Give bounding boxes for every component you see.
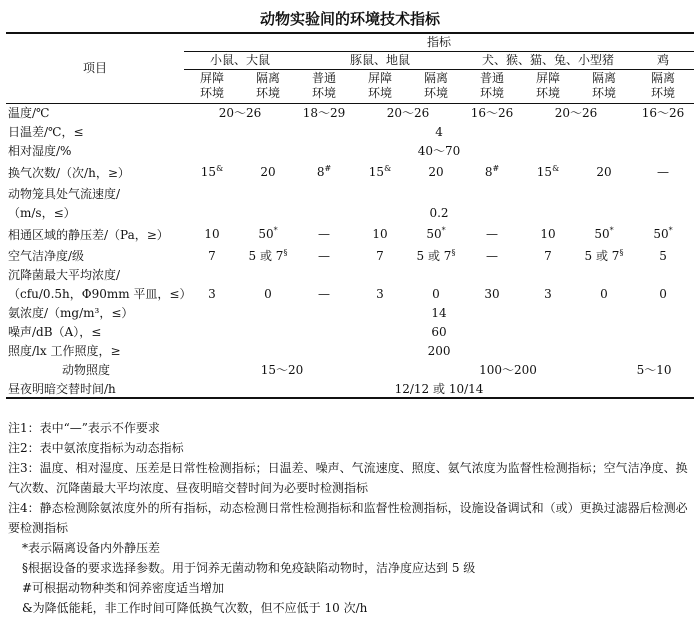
- cell: 10: [372, 227, 388, 241]
- table-title: 动物实验间的环境技术指标: [259, 10, 440, 28]
- row-label: （cfu/0.5h，Φ90mm 平皿，≤）: [8, 287, 192, 301]
- sub-header: 屏障 环境: [352, 69, 408, 103]
- cell: 4: [435, 124, 443, 139]
- row-label: 沉降菌最大平均浓度/: [8, 268, 121, 282]
- cell: 8#: [316, 164, 332, 179]
- cell: 0: [264, 286, 272, 301]
- cell: 50*: [426, 226, 446, 241]
- sub-header: 普通 环境: [464, 69, 520, 103]
- cell: 15&: [200, 164, 224, 179]
- table-row: [6, 360, 694, 379]
- table-row: [6, 265, 694, 284]
- cell: 15&: [536, 164, 560, 179]
- cell: 100～200: [479, 363, 537, 377]
- table-row: [6, 184, 694, 203]
- table-row: [6, 222, 694, 246]
- cell: 5 或 7§: [248, 248, 288, 263]
- table-row: [6, 341, 694, 360]
- cell: 20～26: [218, 106, 262, 121]
- cell: 15&: [368, 164, 392, 179]
- cell: 0: [659, 286, 667, 301]
- table-row: [6, 103, 694, 122]
- cell: —: [657, 165, 670, 179]
- cell: 18～29: [302, 106, 346, 121]
- cell: 0.2: [429, 205, 449, 220]
- row-label: 动物照度: [62, 363, 111, 377]
- row-label: 噪声/dB（A），≤: [8, 325, 102, 339]
- row-label: 照度/lx 工作照度，≥: [8, 344, 121, 358]
- row-label: 换气次数/（次/h，≥）: [8, 165, 130, 180]
- footnote: &为降低能耗，非工作时间可降低换气次数，但不应低于 10 次/h: [22, 601, 368, 615]
- cell: —: [318, 286, 330, 301]
- note: 注3：温度、相对湿度、压差是日常性检测指标；日温差、噪声、气流速度、照度、氨气浓度为监督性检测指标；空气洁净度、换气次数、沉降菌最大平均浓度、昼夜明暗交替时间为必要时检测指标: [8, 461, 688, 495]
- table-row: [6, 203, 694, 222]
- cell: —: [486, 248, 498, 263]
- table-row: [6, 246, 694, 265]
- cell: 12/12 或 10/14: [184, 379, 694, 398]
- sub-header: 隔离 环境: [240, 69, 296, 103]
- cell: 5: [659, 248, 667, 263]
- footnote: §根据设备的要求选择参数。用于饲养无菌动物和免疫缺陷动物时，洁净度应达到 5 级: [22, 561, 476, 575]
- cell: 50*: [594, 226, 614, 241]
- sub-header: 屏障 环境: [184, 69, 240, 103]
- group-chicken: 鸡: [632, 51, 694, 69]
- cell: 20: [260, 165, 276, 179]
- cell: 5 或 7§: [584, 248, 624, 263]
- note: 注4：静态检测除氨浓度外的所有指标，动态检测日常性检测指标和监督性检测指标，设施设备调试和（或）更换过滤器后检测必要检测指标: [8, 501, 688, 535]
- cell: 7: [208, 248, 216, 263]
- row-label: 相对湿度/%: [8, 144, 72, 158]
- group-mouse-rat: 小鼠、大鼠: [184, 51, 296, 69]
- cell: 20～26: [386, 106, 430, 121]
- cell: 16～26: [641, 106, 685, 121]
- cell: 8#: [484, 164, 500, 179]
- cell: 16～26: [470, 106, 514, 121]
- cell: 7: [376, 248, 384, 263]
- row-label: 氨浓度/（mg/m³，≤）: [8, 306, 134, 320]
- sub-header: 屏障 环境: [520, 69, 576, 103]
- cell: 5 或 7§: [416, 248, 456, 263]
- table-notes: [8, 418, 692, 618]
- row-label: （m/s，≤）: [8, 206, 76, 220]
- cell: 60: [431, 324, 447, 339]
- cell: 40～70: [417, 144, 461, 158]
- table-row: [6, 303, 694, 322]
- cell: 20～26: [554, 106, 598, 121]
- cell: 3: [544, 286, 552, 301]
- cell: 7: [544, 248, 552, 263]
- row-label: 相通区域的静压差/（Pa，≥）: [8, 227, 169, 242]
- cell: 30: [484, 286, 500, 301]
- cell: 5～10: [636, 363, 672, 377]
- row-label: 昼夜明暗交替时间/h: [6, 379, 184, 398]
- cell: 50*: [653, 226, 673, 241]
- sub-header: 普通 环境: [296, 69, 352, 103]
- cell: 20: [428, 165, 444, 179]
- group-guinea-pig-hamster: 豚鼠、地鼠: [296, 51, 464, 69]
- table-row: [6, 284, 694, 303]
- cell: 0: [432, 286, 440, 301]
- header-indicator: 指标: [184, 33, 694, 51]
- table-row: [6, 379, 694, 398]
- footnote: #可根据动物种类和饲养密度适当增加: [22, 581, 225, 595]
- table-row: [6, 122, 694, 141]
- sub-header: 隔离 环境: [408, 69, 464, 103]
- environment-spec-table: [6, 32, 694, 399]
- cell: 3: [208, 286, 216, 301]
- cell: 10: [540, 227, 556, 241]
- note: 注1：表中“—”表示不作要求: [8, 421, 160, 435]
- cell: 200: [427, 343, 451, 358]
- group-dog-monkey: 犬、猴、猫、兔、小型猪: [464, 51, 632, 69]
- sub-header: 隔离 环境: [576, 69, 632, 103]
- cell: 50*: [258, 226, 278, 241]
- sub-header: 隔离 环境: [632, 69, 694, 103]
- footnote: *表示隔离设备内外静压差: [22, 541, 161, 555]
- table-row: [6, 141, 694, 160]
- cell: 15～20: [260, 363, 304, 377]
- row-label: 日温差/℃，≤: [8, 125, 84, 139]
- cell: —: [318, 227, 330, 241]
- cell: 10: [204, 227, 220, 241]
- cell: 20: [596, 165, 612, 179]
- row-label: 温度/℃: [8, 106, 50, 121]
- header-item: 项目: [6, 33, 184, 103]
- cell: 14: [431, 305, 447, 320]
- row-label: 动物笼具处气流速度/: [8, 187, 121, 201]
- row-label: 空气洁净度/级: [8, 249, 85, 263]
- cell: —: [486, 227, 498, 241]
- table-row: [6, 160, 694, 184]
- table-row: [6, 322, 694, 341]
- cell: —: [318, 248, 330, 263]
- cell: 3: [376, 286, 384, 301]
- cell: 0: [600, 286, 608, 301]
- note: 注2：表中氨浓度指标为动态指标: [8, 441, 184, 455]
